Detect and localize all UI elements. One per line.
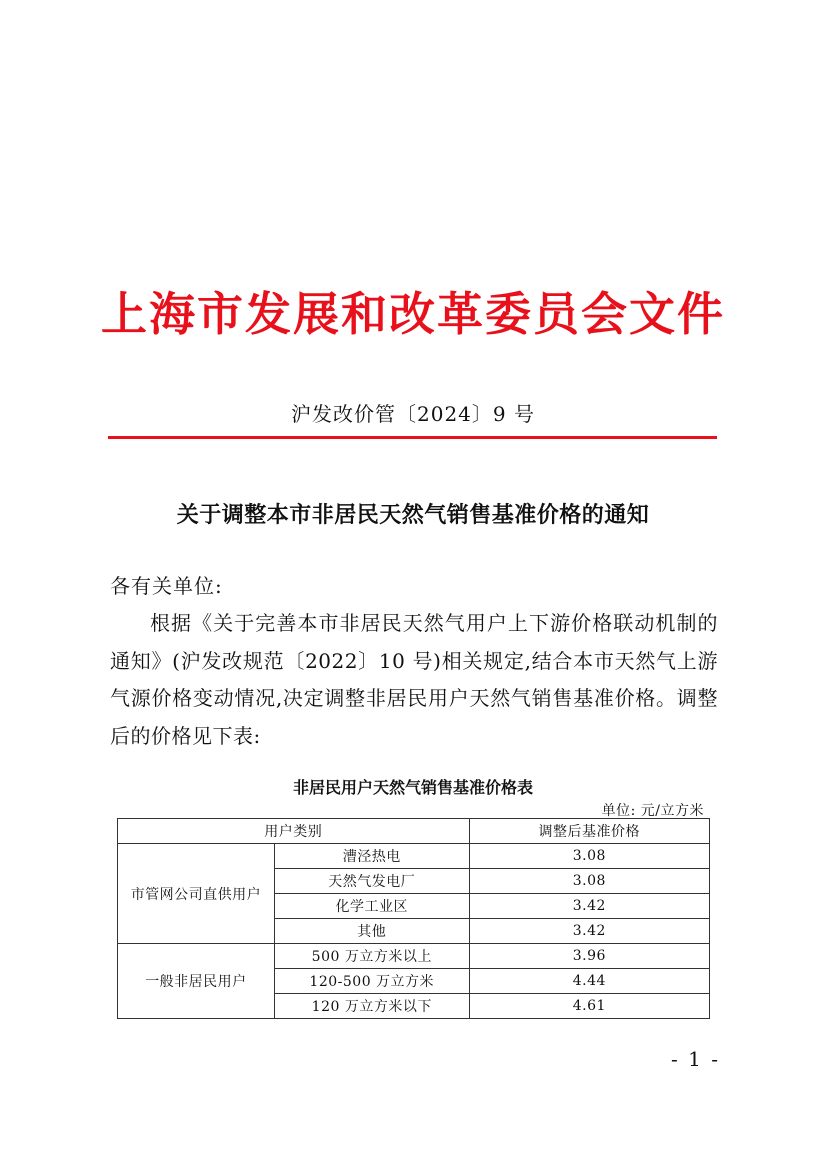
page-number: - 1 - bbox=[671, 1047, 720, 1071]
subcategory-cell: 漕泾热电 bbox=[274, 844, 469, 869]
document-header-title: 上海市发展和改革委员会文件 bbox=[101, 287, 725, 341]
category-cell: 市管网公司直供用户 bbox=[118, 844, 275, 944]
price-table bbox=[117, 818, 710, 1019]
price-cell: 3.42 bbox=[469, 894, 709, 919]
subcategory-cell: 化学工业区 bbox=[274, 894, 469, 919]
red-divider-line bbox=[108, 436, 717, 439]
table-row bbox=[118, 844, 710, 869]
price-table-title: 非居民用户天然气销售基准价格表 bbox=[292, 778, 533, 797]
notice-body-paragraph: 根据《关于完善本市非居民天然气用户上下游价格联动机制的通知》(沪发改规范〔2022〕10 号)相关规定,结合本市天然气上游气源价格变动情况,决定调整非居民用户天然气销售基准价格。调整后的价格见下表: bbox=[110, 611, 718, 748]
notice-title: 关于调整本市非居民天然气销售基准价格的通知 bbox=[176, 502, 650, 528]
table-row bbox=[118, 944, 710, 969]
header-user-category: 用户类别 bbox=[118, 819, 470, 844]
document-number: 沪发改价管〔2024〕9 号 bbox=[291, 402, 535, 426]
header-adjusted-price: 调整后基准价格 bbox=[469, 819, 709, 844]
price-cell: 4.61 bbox=[469, 994, 709, 1019]
table-header-row bbox=[118, 819, 710, 844]
price-table-unit: 单位: 元/立方米 bbox=[601, 803, 704, 819]
subcategory-cell: 120 万立方米以下 bbox=[274, 994, 469, 1019]
price-cell: 3.42 bbox=[469, 919, 709, 944]
subcategory-cell: 500 万立方米以上 bbox=[274, 944, 469, 969]
subcategory-cell: 120-500 万立方米 bbox=[274, 969, 469, 994]
price-cell: 3.08 bbox=[469, 869, 709, 894]
price-cell: 3.96 bbox=[469, 944, 709, 969]
subcategory-cell: 其他 bbox=[274, 919, 469, 944]
salutation: 各有关单位: bbox=[110, 574, 223, 598]
price-cell: 3.08 bbox=[469, 844, 709, 869]
category-cell: 一般非居民用户 bbox=[118, 944, 275, 1019]
price-cell: 4.44 bbox=[469, 969, 709, 994]
subcategory-cell: 天然气发电厂 bbox=[274, 869, 469, 894]
